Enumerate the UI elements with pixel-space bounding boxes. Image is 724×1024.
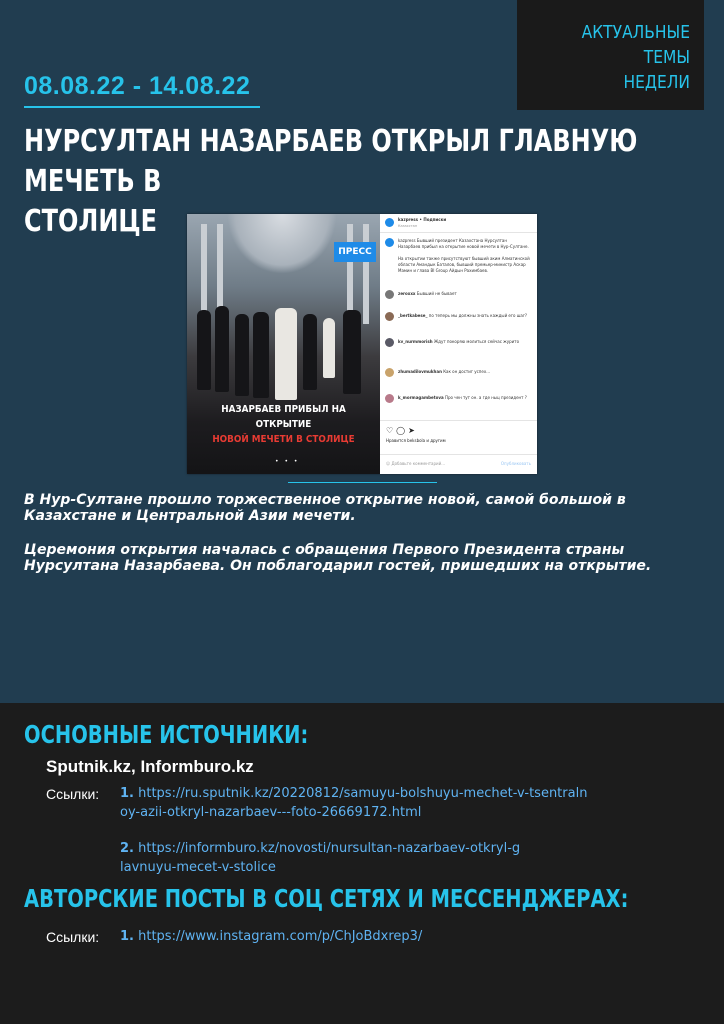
pillar xyxy=(363,224,369,324)
person-figure xyxy=(343,310,361,394)
link-number: 2. xyxy=(120,841,134,856)
paragraph-1: В Нур-Султане прошло торжественное открытие новой, самой большой в Казахстане и Центральной Азии мечети. xyxy=(24,492,626,524)
date-range: 08.08.22 - 14.08.22 xyxy=(24,72,251,100)
post-account: kazpress • Подписки xyxy=(398,217,447,222)
paragraph-2: Церемония открытия началась с обращения Первого Президента страны Нурсултана Назарбаева. Он поблагодарил гостей, пришедших на открытие. xyxy=(24,542,652,574)
link-text: oy-azii-otkryl-nazarbaev---foto-26669172.html xyxy=(120,805,422,820)
heart-icon[interactable]: ♡ xyxy=(386,426,397,435)
link-number: 1. xyxy=(120,929,134,944)
avatar xyxy=(385,312,394,321)
comment-text: Бывший не бывает xyxy=(416,291,457,296)
source-link-2[interactable] xyxy=(120,839,680,877)
avatar xyxy=(385,290,394,299)
divider xyxy=(380,420,537,421)
likes-count: Нравится beksbola и другим xyxy=(386,438,446,443)
person-figure xyxy=(197,310,211,390)
separator-line xyxy=(288,482,437,483)
pillar xyxy=(347,224,353,324)
weekly-topics-label xyxy=(541,20,690,95)
weekly-topics-box xyxy=(517,0,704,110)
comment-user: k_mormagambetova xyxy=(398,395,444,400)
source-link-1[interactable] xyxy=(120,784,680,822)
post-caption: kazpress Бывший президент Казахстана Нурсултан Назарбаев прибыл на открытие новой мечети в Нур-Султане. xyxy=(398,238,529,249)
person-figure xyxy=(253,312,269,398)
title-line2: СТОЛИЦЕ xyxy=(24,204,158,239)
link-number: 1. xyxy=(120,786,134,801)
link-text: https://www.instagram.com/p/ChJoBdxrep3/ xyxy=(138,929,423,944)
account-name: kazpress xyxy=(398,217,418,222)
photo-caption xyxy=(199,402,369,447)
post-side-panel xyxy=(380,214,537,474)
avatar xyxy=(385,218,394,227)
instagram-post-screenshot xyxy=(187,214,537,474)
comment-user: zhumadilovmukhan xyxy=(398,369,442,374)
links-label: Ссылки: xyxy=(46,929,100,945)
date-underline xyxy=(24,106,260,108)
author-posts-title: АВТОРСКИЕ ПОСТЫ В СОЦ СЕТЯХ И МЕССЕНДЖЕРАХ: xyxy=(24,884,629,913)
avatar xyxy=(385,338,394,347)
photo-caption-line1: НАЗАРБАЕВ ПРИБЫЛ НА ОТКРЫТИЕ xyxy=(221,404,346,430)
comment-input[interactable]: ☺ Добавьте комментарий... xyxy=(386,461,446,466)
link-text: https://informburo.kz/novosti/nursultan-nazarbaev-otkryl-g xyxy=(138,841,521,856)
post-action-icons xyxy=(386,426,418,435)
links-label: Ссылки: xyxy=(46,786,100,802)
share-icon[interactable]: ➤ xyxy=(408,426,418,435)
comment-icon[interactable]: ◯ xyxy=(396,426,409,435)
avatar xyxy=(385,368,394,377)
mosque-dome xyxy=(227,214,337,274)
comment-text: Как он достиг успех... xyxy=(443,369,491,374)
publish-button[interactable]: Опубликовать xyxy=(500,461,531,466)
weekly-topics-line2: НЕДЕЛИ xyxy=(623,72,690,93)
pillar xyxy=(201,224,207,324)
divider xyxy=(380,454,537,455)
title-line1: НУРСУЛТАН НАЗАРБАЕВ ОТКРЫЛ ГЛАВНУЮ МЕЧЕТЬ В xyxy=(24,124,638,199)
comment xyxy=(398,313,530,319)
post-caption-2: На открытии также присутствуют бывший аким Алматинской области Амандык Баталов, бывший премьер-министр Аскар Мамин и глава BI Group Айдын Рахимбаев. xyxy=(398,256,530,273)
avatar xyxy=(385,238,394,247)
comment xyxy=(398,291,530,297)
weekly-topics-line1: АКТУАЛЬНЫЕ ТЕМЫ xyxy=(581,22,690,68)
divider xyxy=(380,232,537,233)
comment-user: _bertkabese_ xyxy=(398,313,428,318)
comment xyxy=(398,369,530,375)
comment-text: Про чен тут он. а где ныц президент ? xyxy=(444,395,527,400)
link-text: lavnuyu-mecet-v-stolice xyxy=(120,860,276,875)
comment-user: zeroxxx xyxy=(398,291,416,296)
person-figure xyxy=(303,314,317,390)
post-photo xyxy=(187,214,380,474)
comment xyxy=(398,339,530,345)
person-figure xyxy=(275,308,297,400)
comment-text: по теперь мы должны знать каждый его шаг? xyxy=(428,313,528,318)
author-post-link-1[interactable] xyxy=(120,927,680,946)
sources-title: ОСНОВНЫЕ ИСТОЧНИКИ: xyxy=(24,720,309,749)
follow-label: Подписки xyxy=(423,217,447,222)
link-text: https://ru.sputnik.kz/20220812/samuyu-bolshuyu-mechet-v-tsentraln xyxy=(138,786,588,801)
post-location: Казахстан xyxy=(398,224,418,228)
carousel-dots: • • • xyxy=(275,458,300,465)
person-figure xyxy=(323,318,335,378)
comment xyxy=(398,395,530,401)
sources-names: Sputnik.kz, Informburo.kz xyxy=(46,757,254,776)
comment-text: Ждут покоряю молиться сейчас журито xyxy=(433,339,520,344)
avatar xyxy=(385,394,394,403)
comment-user: kv_nurmmorish xyxy=(398,339,433,344)
article-body xyxy=(24,492,704,592)
person-figure xyxy=(235,314,249,396)
person-figure xyxy=(215,306,229,392)
comment-input-placeholder: Добавьте комментарий... xyxy=(391,461,446,466)
press-badge: ПРЕСС xyxy=(334,242,376,262)
photo-caption-line2: НОВОЙ МЕЧЕТИ В СТОЛИЦЕ xyxy=(212,434,355,445)
